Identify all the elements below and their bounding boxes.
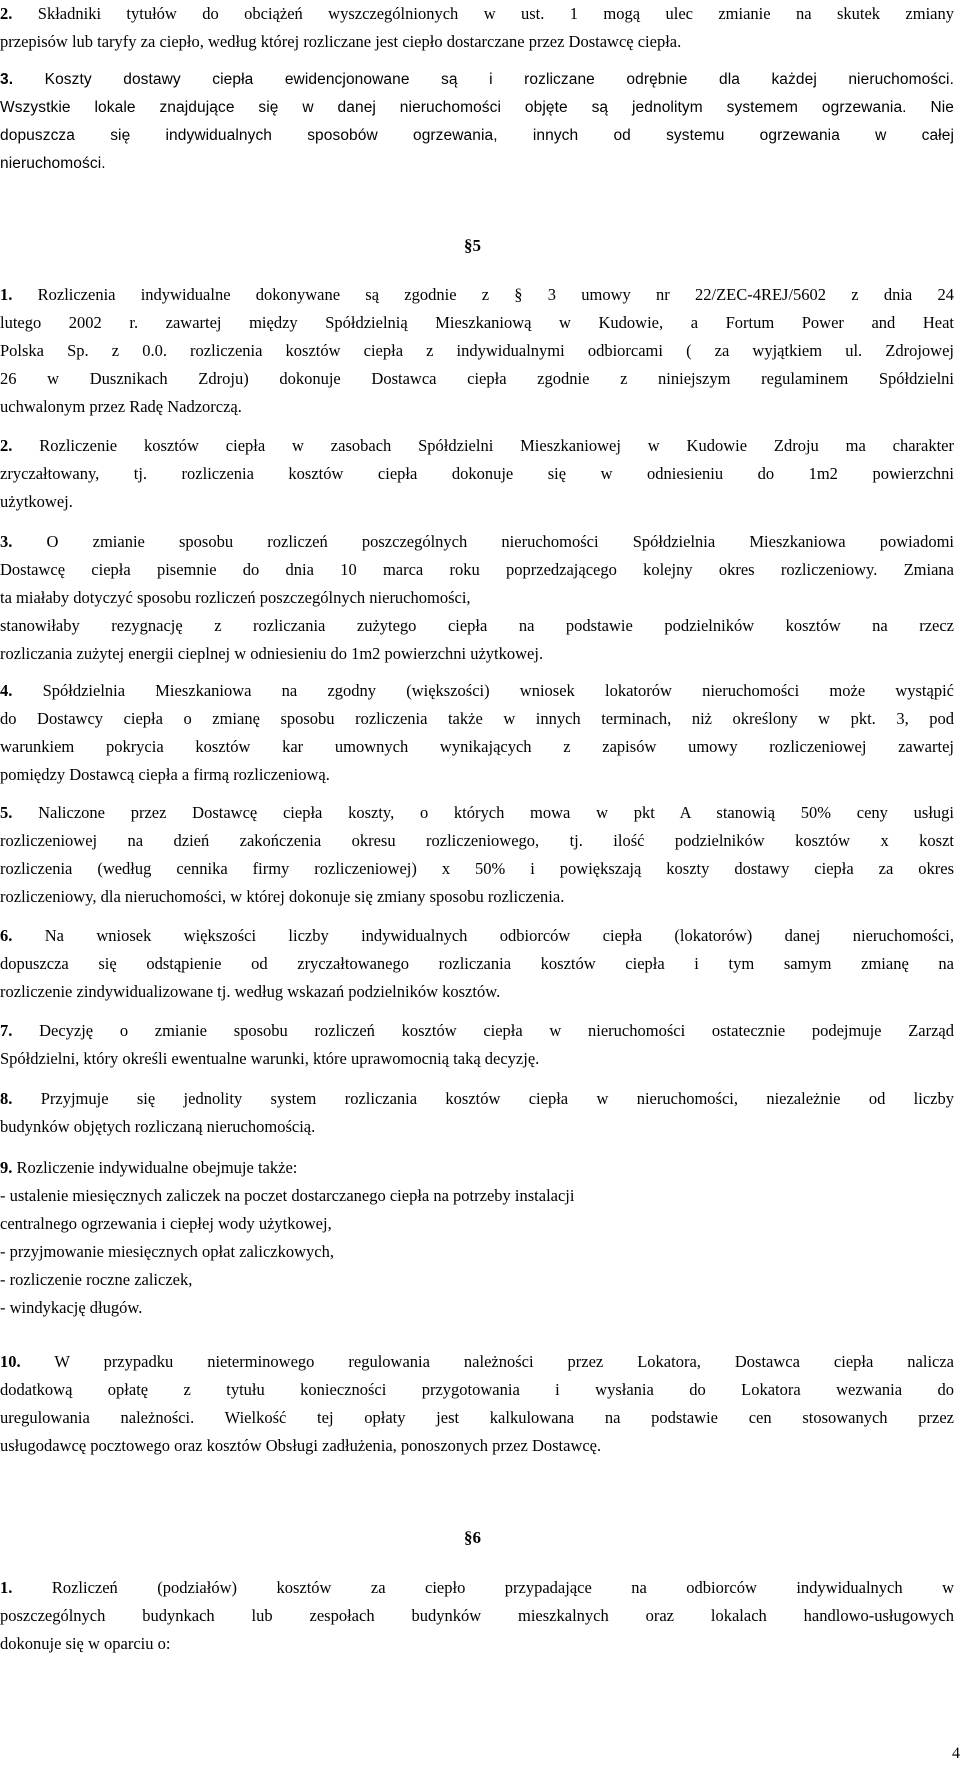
- text-line: rozliczeniowej na dzień zakończenia okresu rozliczeniowego, tj. ilość podzielników kosztów x koszt: [0, 831, 954, 850]
- item-number: 10.: [0, 1352, 21, 1371]
- item-number: 5.: [0, 803, 13, 822]
- text-line: dodatkową opłatę z tytułu konieczności przygotowania i wysłania do Lokatora wezwania do: [0, 1380, 954, 1399]
- section-heading-6: §6: [464, 1528, 481, 1547]
- text-line: Rozliczeń (podziałów) kosztów za ciepło przypadające na odbiorców indywidualnych w: [51, 1578, 955, 1597]
- section-heading-5: §5: [464, 236, 481, 255]
- text-line: Koszty dostawy ciepła ewidencjonowane są i rozliczane odrębnie dla każdej nieruchomości.: [44, 71, 954, 88]
- item-number: 8.: [0, 1089, 13, 1108]
- text-line: Składniki tytułów do obciążeń wyszczególnionych w ust. 1 mogą ulec zmianie na skutek zmiany: [37, 4, 954, 23]
- page-number: 4: [952, 1745, 960, 1762]
- text-line: dopuszcza się odstąpienie od zryczałtowanego rozliczania kosztów ciepła i tym samym zmianę na: [0, 954, 954, 973]
- text-line: uchwalonym przez Radę Nadzorczą.: [0, 397, 242, 416]
- text-line: poszczególnych budynkach lub zespołach budynków mieszkalnych oraz lokalach handlowo-usługowych: [0, 1606, 954, 1625]
- paragraph-item-3: [0, 66, 954, 178]
- text-line: do Dostawcy ciepła o zmianę sposobu rozliczenia także w innych terminach, niż określony w pkt. 3, pod: [0, 709, 954, 728]
- paragraph-s5-item-9: [0, 1154, 954, 1322]
- item-number: 1.: [0, 285, 13, 304]
- text-line: rozliczania zużytej energii cieplnej w odniesieniu do 1m2 powierzchni użytkowej.: [0, 644, 544, 663]
- text-line: Wszystkie lokale znajdujące się w danej nieruchomości objęte są jednolitym systemem ogrzewania. Nie: [0, 99, 954, 116]
- text-line: Decyzję o zmianie sposobu rozliczeń kosztów ciepła w nieruchomości ostatecznie podejmuje Zarząd: [39, 1021, 954, 1040]
- text-line: pomiędzy Dostawcą ciepła a firmą rozliczeniową.: [0, 765, 330, 784]
- text-line: Polska Sp. z 0.0. rozliczenia kosztów ciepła z indywidualnymi odbiorcami ( za wyjątkiem ul. Zdrojowej: [0, 341, 954, 360]
- text-line: budynków objętych rozliczaną nieruchomością.: [0, 1117, 316, 1136]
- text-line: dopuszcza się indywidualnych sposobów ogrzewania, innych od systemu ogrzewania w całej: [0, 127, 954, 144]
- item-number: 7.: [0, 1021, 13, 1040]
- text-line: Spółdzielnia Mieszkaniowa na zgodny (większości) wniosek lokatorów nieruchomości może wystąpić: [42, 681, 954, 700]
- text-line: warunkiem pokrycia kosztów kar umownych wynikających z zapisów umowy rozliczeniowej zawartej: [0, 737, 954, 756]
- text-line: Na wniosek większości liczby indywidualnych odbiorców ciepła (lokatorów) danej nieruchomości,: [44, 926, 955, 945]
- text-line: użytkowej.: [0, 492, 73, 511]
- item-number: 3.: [0, 71, 14, 88]
- paragraph-s5-item-4: [0, 677, 954, 789]
- text-line: centralnego ogrzewania i ciepłej wody użytkowej,: [0, 1214, 332, 1233]
- paragraph-s5-item-2: [0, 432, 954, 516]
- item-number: 2.: [0, 4, 13, 23]
- text-line: dokonuje się w oparciu o:: [0, 1634, 171, 1653]
- paragraph-s6-item-1: [0, 1574, 954, 1658]
- text-line: usługodawcę pocztowego oraz kosztów Obsługi zadłużenia, ponoszonych przez Dostawcę.: [0, 1436, 602, 1455]
- text-line: nieruchomości.: [0, 155, 106, 172]
- text-line: Przyjmuje się jednolity system rozliczania kosztów ciepła w nieruchomości, niezależnie od liczby: [40, 1089, 954, 1108]
- list-item: - przyjmowanie miesięcznych opłat zaliczkowych,: [0, 1242, 334, 1261]
- text-line: Rozliczenie indywidualne obejmuje także:: [16, 1158, 298, 1177]
- item-number: 1.: [0, 1578, 13, 1597]
- text-line: lutego 2002 r. zawartej między Spółdzielnią Mieszkaniową w Kudowie, a Fortum Power and Heat: [0, 313, 954, 332]
- text-line: rozliczenia (według cennika firmy rozliczeniowej) x 50% i powiększają koszty dostawy ciepła za okres: [0, 859, 954, 878]
- text-line: rozliczeniowy, dla nieruchomości, w której dokonuje się zmiany sposobu rozliczenia.: [0, 887, 565, 906]
- text-line: przepisów lub taryfy za ciepło, według której rozliczane jest ciepło dostarczane przez Dostawcę ciepła.: [0, 32, 682, 51]
- item-number: 9.: [0, 1158, 13, 1177]
- paragraph-s5-item-1: [0, 281, 954, 421]
- paragraph-s5-item-5: [0, 799, 954, 911]
- text-line: Naliczone przez Dostawcę ciepła koszty, o których mowa w pkt A stanowią 50% ceny usługi: [38, 803, 954, 822]
- item-number: 3.: [0, 532, 13, 551]
- text-line: zryczałtowany, tj. rozliczenia kosztów ciepła dokonuje się w odniesieniu do 1m2 powierzchni: [0, 464, 954, 483]
- list-item: - windykację długów.: [0, 1298, 143, 1317]
- paragraph-item-2: [0, 0, 954, 56]
- list-item: - ustalenie miesięcznych zaliczek na poczet dostarczanego ciepła na potrzeby instalacji: [0, 1186, 575, 1205]
- text-line: Rozliczenie kosztów ciepła w zasobach Spółdzielni Mieszkaniowej w Kudowie Zdroju ma charakter: [39, 436, 955, 455]
- paragraph-s5-item-10: [0, 1348, 954, 1460]
- text-line: rozliczenie zindywidualizowane tj. według wskazań podzielników kosztów.: [0, 982, 501, 1001]
- text-line: O zmianie sposobu rozliczeń poszczególnych nieruchomości Spółdzielnia Mieszkaniowa powiadomi: [46, 532, 954, 551]
- list-item: - rozliczenie roczne zaliczek,: [0, 1270, 193, 1289]
- item-number: 4.: [0, 681, 13, 700]
- text-line: Rozliczenia indywidualne dokonywane są zgodnie z § 3 umowy nr 22/ZEC-4REJ/5602 z dnia 24: [37, 285, 954, 304]
- text-line: 26 w Dusznikach Zdroju) dokonuje Dostawca ciepła zgodnie z niniejszym regulaminem Spółdzielni: [0, 369, 954, 388]
- paragraph-s5-item-7: [0, 1017, 954, 1073]
- text-line: Dostawcę ciepła pisemnie do dnia 10 marca roku poprzedzającego kolejny okres rozliczeniowy. Zmiana: [0, 560, 954, 579]
- text-line: W przypadku nieterminowego regulowania należności przez Lokatora, Dostawca ciepła nalicza: [54, 1352, 955, 1371]
- text-line: ta miałaby dotyczyć sposobu rozliczeń poszczególnych nieruchomości,: [0, 588, 471, 607]
- text-line: Spółdzielni, który określi ewentualne warunki, które uprawomocnią taką decyzję.: [0, 1049, 540, 1068]
- item-number: 6.: [0, 926, 13, 945]
- paragraph-s5-item-8: [0, 1085, 954, 1141]
- paragraph-s5-item-6: [0, 922, 954, 1006]
- text-line: stanowiłaby rezygnację z rozliczania zużytego ciepła na podstawie podzielników kosztów na rzecz: [0, 616, 954, 635]
- item-number: 2.: [0, 436, 13, 455]
- paragraph-s5-item-3: [0, 528, 954, 668]
- text-line: uregulowania należności. Wielkość tej opłaty jest kalkulowana na podstawie cen stosowanych przez: [0, 1408, 954, 1427]
